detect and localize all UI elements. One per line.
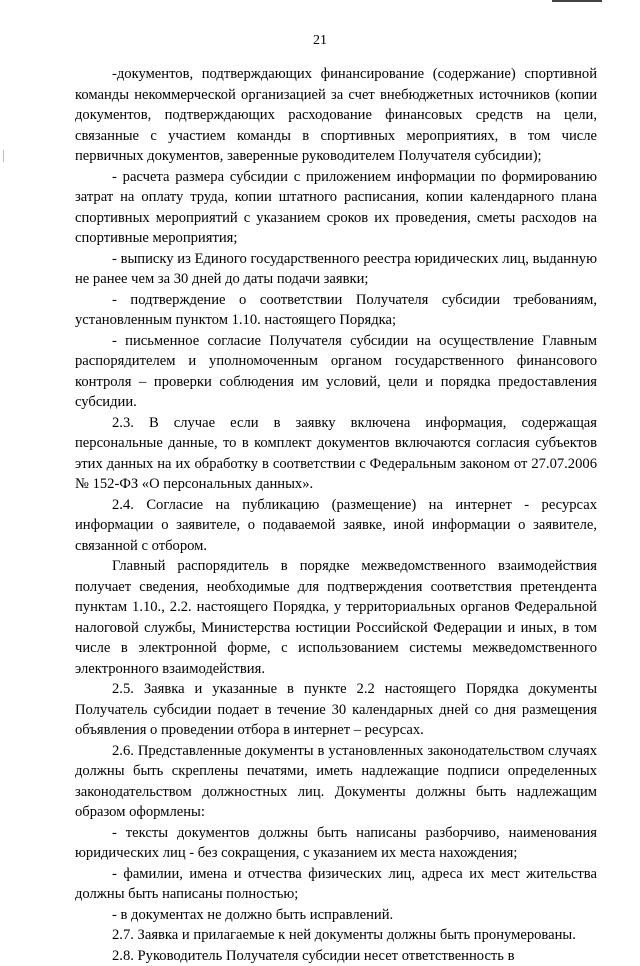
paragraph-2-8: 2.8. Руководитель Получателя субсидии несет ответственность в [75,946,597,966]
body-text [75,64,597,966]
scan-edge-mark [552,0,602,2]
paragraph-2-6: 2.6. Представленные документы в установленных законодательством случаях должны быть скреплены печатями, иметь надлежащие подписи определенных законодательством должностных лиц. Документы должны быть надлежащим образом оформлены: [75,741,597,823]
paragraph-documents-financing: -документов, подтверждающих финансирование (содержание) спортивной команды некоммерческой организацией за счет внебюджетных источников (копии документов, подтверждающих расходование финансовых средств на цели, связанные с участием команды в спортивных мероприятиях, в том числе первичных документов, заверенные руководителем Получателя субсидии); [75,64,597,167]
paragraph-2-3: 2.3. В случае если в заявку включена информация, содержащая персональные данные, то в комплект документов включаются согласия субъектов этих данных на их обработку в соответствии с Федеральным законом от 27.07.2006 № 152-ФЗ «О персональных данных». [75,413,597,495]
paragraph-written-consent: - письменное согласие Получателя субсидии на осуществление Главным распорядителем и уполномоченным органом государственного финансового контроля – проверки соблюдения им условий, цели и порядка предоставления субсидии. [75,331,597,413]
paragraph-interagency: Главный распорядитель в порядке межведомственного взаимодействия получает сведения, необходимые для подтверждения соответствия претендента пунктам 1.10., 2.2. настоящего Порядка, у территориальных органов Федеральной налоговой службы, Министерства юстиции Российской Федерации и иных, в том числе в электронной форме, с использованием системы межведомственного электронного взаимодействия. [75,556,597,679]
paragraph-registry-extract: - выписку из Единого государственного реестра юридических лиц, выданную не ранее чем за 30 дней до даты подачи заявки; [75,249,597,290]
paragraph-subsidy-calculation: - расчета размера субсидии с приложением информации по формированию затрат на оплату труда, копии штатного расписания, копии календарного плана спортивных мероприятий с указанием сроков их проведения, сметы расходов на спортивные мероприятия; [75,167,597,249]
scan-margin-mark [3,150,4,162]
paragraph-2-5: 2.5. Заявка и указанные в пункте 2.2 настоящего Порядка документы Получатель субсидии подает в течение 30 календарных дней со дня размещения объявления о проведении отбора в интернет – ресурсах. [75,679,597,741]
page-number: 21 [0,33,640,49]
paragraph-2-4: 2.4. Согласие на публикацию (размещение) на интернет - ресурсах информации о заявителе, о подаваемой заявке, иной информации о заявителе, связанной с отбором. [75,495,597,557]
paragraph-legible-texts: - тексты документов должны быть написаны разборчиво, наименования юридических лиц - без сокращения, с указанием их места нахождения; [75,823,597,864]
paragraph-full-names: - фамилии, имена и отчества физических лиц, адреса их мест жительства должны быть написаны полностью; [75,864,597,905]
paragraph-no-corrections: - в документах не должно быть исправлений. [75,905,597,926]
paragraph-compliance-confirmation: - подтверждение о соответствии Получателя субсидии требованиям, установленным пунктом 1.10. настоящего Порядка; [75,290,597,331]
paragraph-2-7: 2.7. Заявка и прилагаемые к ней документы должны быть пронумерованы. [75,925,597,946]
